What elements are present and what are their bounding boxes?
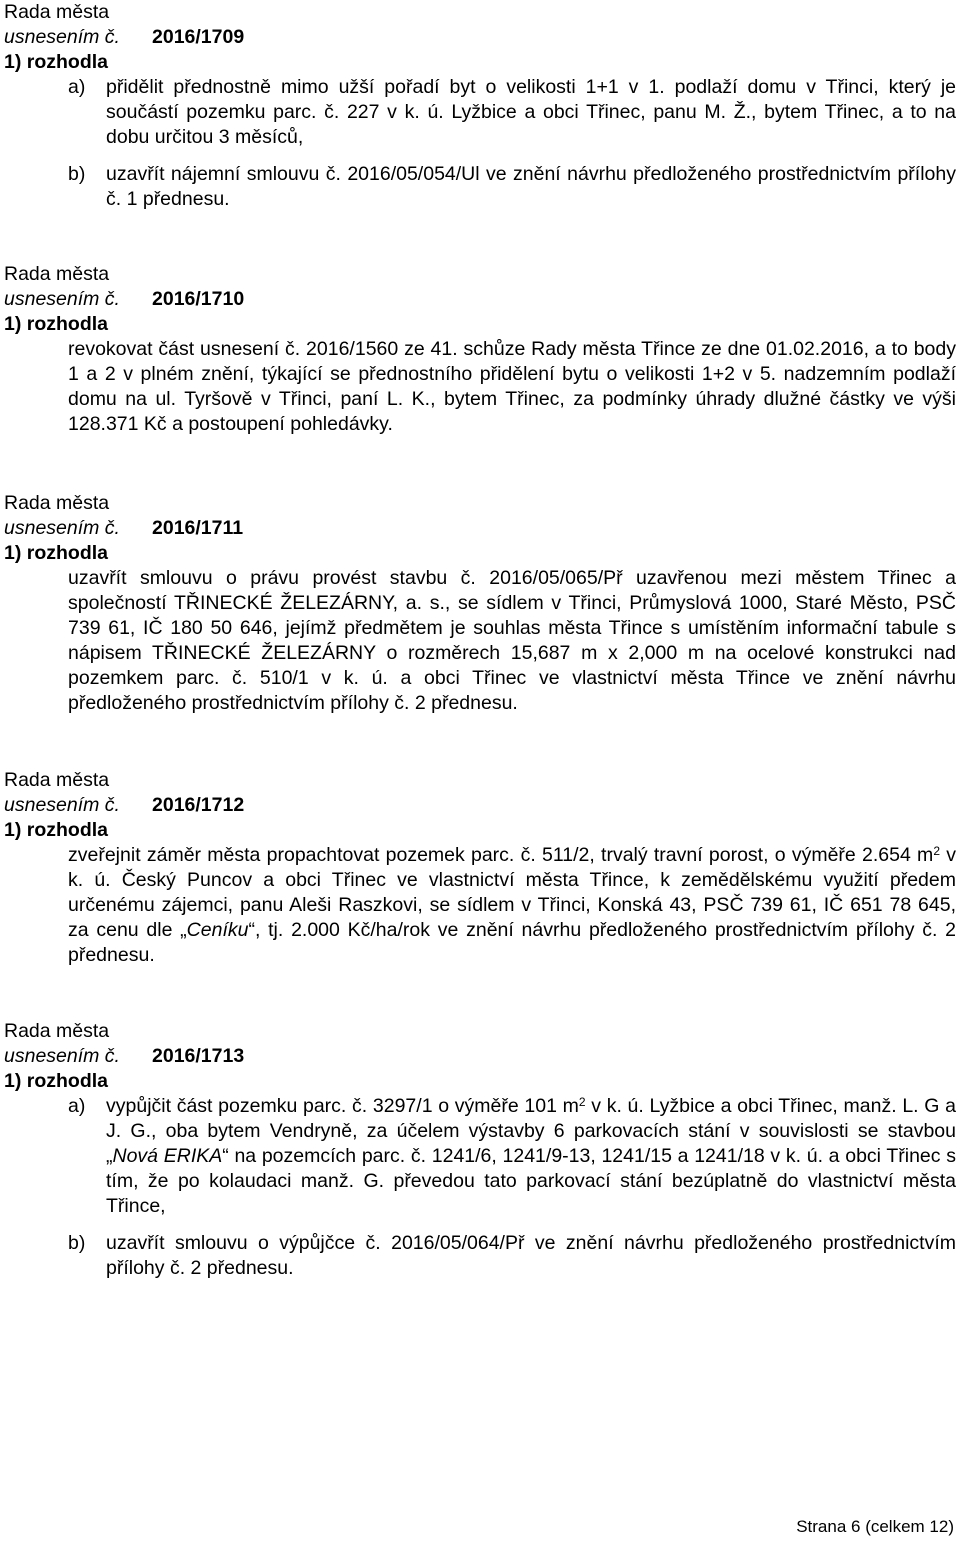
- resolution-2016-1709: [4, 0, 956, 212]
- council-heading: Rada města: [4, 263, 110, 285]
- item-text: vypůjčit část pozemku parc. č. 3297/1 o výměře 101 $m^2$ v k. ú. Lyžbice a obci Třinec, manž. L. G a J. G., oba bytem Vendryně, za účelem výstavby 6 parkovacích stání v souvislosti se stavbou „Nová ERIKA“ na pozemcích parc. č. 1241/6, 1241/9-13, 1241/15 a 1241/18 v k. ú. a obci Třinec s tím, že po kolaudaci manž. G. převedou tato parkovací stání bezúplatně do vlastnictví města Třince,: [106, 1095, 957, 1217]
- item-text: uzavřít nájemní smlouvu č. 2016/05/054/Ul ve znění návrhu předloženého prostřednictvím přílohy č. 1 přednesu.: [106, 163, 956, 210]
- page-footer: Strana 6 (celkem 12): [796, 1517, 954, 1536]
- council-heading: Rada města: [4, 492, 110, 514]
- council-heading: Rada města: [4, 1, 110, 23]
- resolution-label: usnesením č.: [4, 794, 120, 816]
- resolution-label: usnesením č.: [4, 288, 120, 310]
- decision-label: 1) rozhodla: [4, 819, 109, 841]
- italic-term: Nová ERIKA: [112, 1145, 223, 1167]
- item-marker: a): [68, 76, 86, 98]
- resolution-number: 2016/1709: [152, 26, 245, 48]
- list-item: [68, 162, 956, 212]
- resolution-label: usnesením č.: [4, 26, 120, 48]
- decision-label: 1) rozhodla: [4, 51, 109, 73]
- resolution-label: usnesením č.: [4, 1045, 120, 1067]
- decision-label: 1) rozhodla: [4, 313, 109, 335]
- italic-term: Ceníku: [186, 919, 249, 941]
- resolution-text: revokovat část usnesení č. 2016/1560 ze 41. schůze Rady města Třince ze dne 01.02.2016, a to body 1 a 2 v plném znění, týkající se přednostního přidělení bytu o velikosti 1+2 v 5. nadzemním podlaží domu na ul. Tyršově v Třinci, paní L. K., bytem Třinec, za podmínky úhrady dlužné částky ve výši 128.371 Kč a postoupení pohledávky.: [68, 338, 956, 435]
- item-text: přidělit přednostně mimo užší pořadí byt o velikosti 1+1 v 1. podlaží domu v Třinci, který je součástí pozemku parc. č. 227 v k. ú. Lyžbice a obci Třinec, panu M. Ž., bytem Třinec, a to na dobu určitou 3 měsíců,: [106, 76, 956, 148]
- resolution-2016-1712: [4, 768, 956, 968]
- item-marker: b): [68, 163, 86, 185]
- resolution-2016-1710: [4, 262, 956, 437]
- item-marker: b): [68, 1232, 86, 1254]
- list-item: [68, 1094, 956, 1219]
- item-marker: a): [68, 1095, 86, 1117]
- resolution-number: 2016/1710: [152, 288, 245, 310]
- superscript: 2: [578, 1095, 586, 1109]
- resolution-number: 2016/1711: [152, 517, 244, 539]
- decision-label: 1) rozhodla: [4, 1070, 109, 1092]
- resolution-text: zveřejnit záměr města propachtovat pozemek parc. č. 511/2, trvalý travní porost, o výměře 2.654 $m^2$ v k. ú. Český Puncov a obci Třinec ve vlastnictví města Třince, k zemědělskému využití předem určenému zájemci, panu Aleši Raszkovi, se sídlem v Třinci, Konská 43, PSČ 739 61, IČ 651 78 645, za cenu dle „Ceníku“, tj. 2.000 Kč/ha/rok ve znění návrhu předloženého prostřednictvím přílohy č. 2 přednesu.: [68, 844, 956, 966]
- resolution-label: usnesením č.: [4, 517, 120, 539]
- resolution-number: 2016/1713: [152, 1045, 245, 1067]
- council-heading: Rada města: [4, 1020, 110, 1042]
- decision-label: 1) rozhodla: [4, 542, 109, 564]
- resolution-2016-1713: [4, 1019, 956, 1281]
- council-heading: Rada města: [4, 769, 110, 791]
- list-item: [68, 1231, 956, 1281]
- list-item: [68, 75, 956, 150]
- superscript: 2: [933, 844, 940, 858]
- resolution-text: uzavřít smlouvu o právu provést stavbu č. 2016/05/065/Př uzavřenou mezi městem Třinec a společností TŘINECKÉ ŽELEZÁRNY, a. s., se sídlem v Třinci, Průmyslová 1000, Staré Město, PSČ 739 61, IČ 180 50 646, jejímž předmětem je souhlas města Třince s umístěním informační tabule s nápisem TŘINECKÉ ŽELEZÁRNY o rozměrech 15,687 m x 2,000 m na ocelové konstrukci nad pozemkem parc. č. 510/1 v k. ú. a obci Třinec ve vlastnictví města Třince ve znění návrhu předloženého prostřednictvím přílohy č. 2 přednesu.: [68, 567, 956, 714]
- item-text: uzavřít smlouvu o výpůjčce č. 2016/05/064/Př ve znění návrhu předloženého prostřednictvím přílohy č. 2 přednesu.: [106, 1232, 956, 1279]
- resolution-number: 2016/1712: [152, 794, 245, 816]
- resolution-2016-1711: [4, 491, 956, 716]
